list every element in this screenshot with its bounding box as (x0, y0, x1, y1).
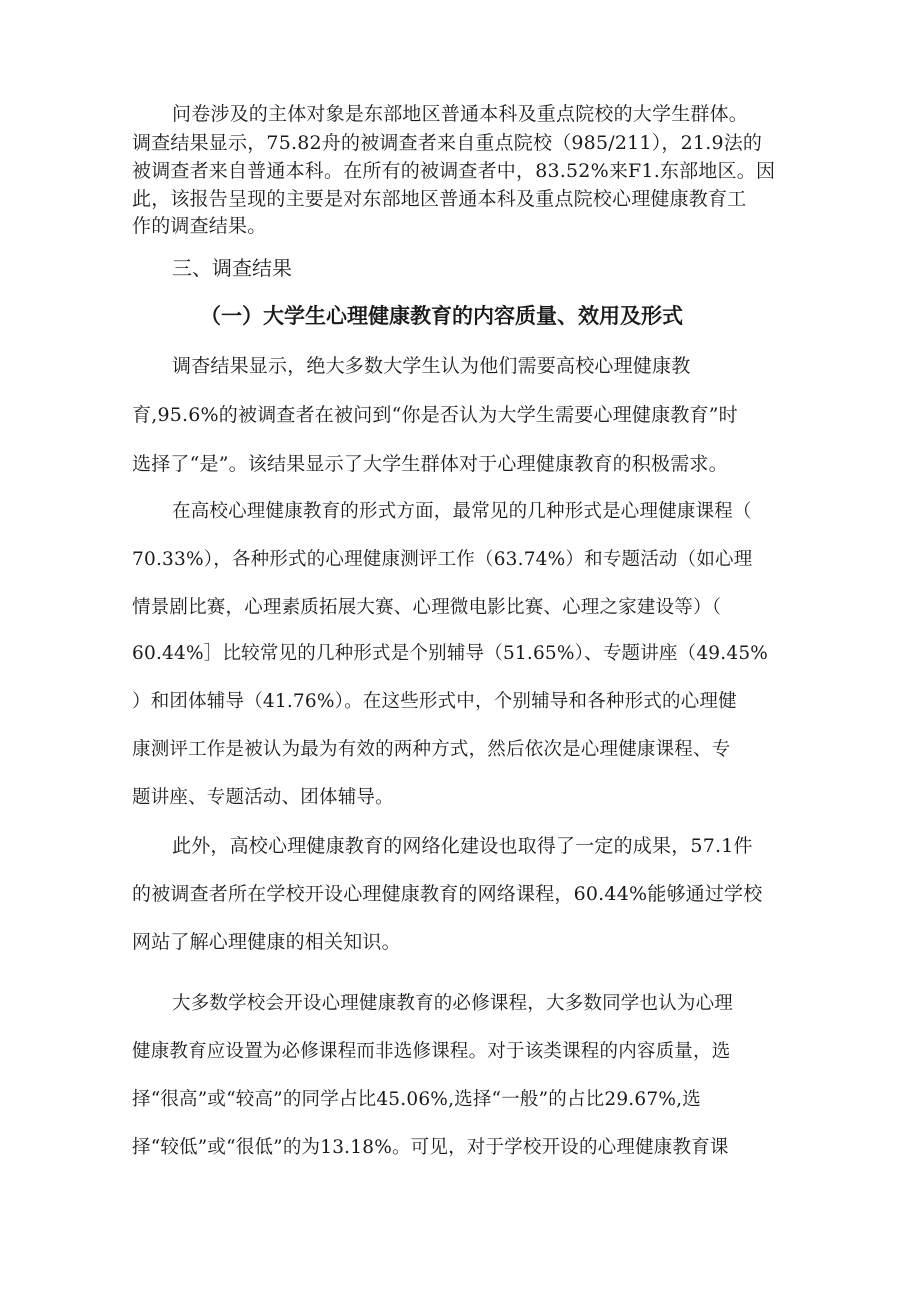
text-line: 60.44%］比较常见的几种形式是个别辅导（51.65%）、专题讲座（49.45% (132, 643, 769, 664)
text-line: 的被调查者所在学校开设心理健康教育的网络课程，60.44%能够通过学校 (132, 883, 763, 905)
text-line: 康测评工作是被认为最为有效的两种方式，然后依次是心理健康课程、专 (132, 739, 731, 760)
text-line: 此，该报告呈现的主要是对东部地区普通本科及重点院校心理健康教育工 (132, 188, 747, 210)
text-line: 调查结果显示，75.82舟的被调查者来自重点院校（985/211），21.9法的 (132, 132, 763, 154)
text-line: 70.33%），各种形式的心理健康测评工作（63.74%）和专题活动（如心理 (132, 549, 753, 570)
text-line: 择“较低”或“很低”的为13.18%。可见，对于学校开设的心理健康教育课 (132, 1137, 729, 1158)
text-line: 在高校心理健康教育的形式方面，最常见的几种形式是心理健康课程（ (172, 501, 752, 522)
section-heading: 三、调查结果 (172, 256, 292, 280)
text-line: ）和团体辅导（41.76%）。在这些形式中，个别辅导和各种形式的心理健 (132, 691, 737, 712)
text-line: 情景剧比赛，心理素质拓展大赛、心理微电影比赛、心理之家建设等）（ (132, 597, 722, 618)
text-line: 题讲座、专题活动、团体辅导。 (132, 787, 394, 808)
text-line: 作的调查结果。 (132, 215, 267, 237)
text-line: 问卷涉及的主体对象是东部地区普通本科及重点院校的大学生群体。 (172, 103, 749, 125)
text-line: 大多数学校会开设心理健康教育的必修课程，大多数同学也认为心理 (172, 993, 734, 1014)
text-line: 网站了解心理健康的相关知识。 (132, 931, 401, 953)
text-line: 择“很高”或“较高”的同学占比45.06%,选择“一般”的占比29.67%,选 (132, 1089, 701, 1110)
text-line: 选择了“是”。该结果显示了大学生群体对于心理健康教育的积极需求。 (132, 453, 728, 475)
text-line: 被调查者来自普通本科。在所有的被调查者中，83.52%来F1.东部地区。因 (132, 160, 776, 182)
text-line: 调杳结果显示，绝大多数大学生认为他们需要高校心理健康教 (172, 355, 691, 377)
text-line: 此外，高校心理健康教育的网络化建设也取得了一定的成果，57.1件 (172, 835, 753, 857)
text-line: 健康教育应设置为必修课程而非选修课程。对于该类课程的内容质量，选 (132, 1041, 731, 1062)
text-line: 育,95.6%的被调查者在被问到“你是否认为大学生需要心理健康教育”时 (132, 404, 738, 426)
subsection-heading: （一）大学生心理健康教育的内容质量、效用及形式 (200, 304, 683, 328)
